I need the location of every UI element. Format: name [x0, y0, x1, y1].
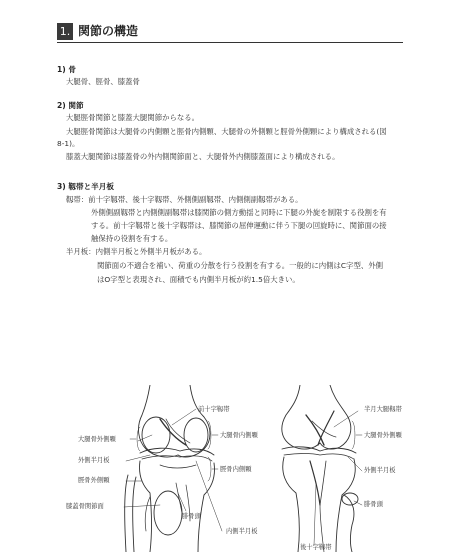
label-patellar-surface: 膝蓋骨関節面: [66, 503, 104, 510]
label-lateral-femoral-condyle: 大腿骨外側顆: [78, 436, 116, 443]
page-title: 関節の構造: [78, 24, 139, 38]
label-fibula-head: 腓骨頭: [182, 513, 201, 520]
ligament-text-line-4: 触保持の役割を有する。: [91, 234, 173, 243]
meniscus-text-line-1: 半月板：内側半月板と外側半月板がある。: [66, 247, 207, 256]
joint-text-line-2: 大腿脛骨関節は大腿骨の内側顆と脛骨内側顆、大腿骨の外側顆と脛骨外側顆により構成される(図: [66, 127, 387, 136]
joint-text-line-3: 8-1)。: [57, 139, 80, 148]
section-number-badge: 1.: [57, 23, 73, 40]
label-acl: 前十字靱帯: [198, 406, 230, 413]
ligament-text-line-2: 外側側副靱帯と内側側副靱帯は膝関節の側方動揺と同時に下腿の外旋を制限する役割を有: [91, 208, 387, 217]
label-lateral-tibial-condyle: 脛骨外側顆: [78, 477, 110, 484]
section-ligament-title: 3) 靱帯と半月板: [57, 182, 114, 191]
label-lateral-meniscus: 外側半月板: [78, 457, 110, 464]
section-bone-title: 1) 骨: [57, 65, 76, 74]
right-knee-drawing: [282, 385, 358, 552]
joint-text-line-4: 膝蓋大腿関節は膝蓋骨の外内側関節面と、大腿骨外内側膝蓋面により構成される。: [66, 152, 340, 161]
label-right-lateral-femoral-condyle: 大腿骨外側顆: [364, 432, 402, 439]
joint-text-line-1: 大腿脛骨関節と膝蓋大腿関節からなる。: [66, 113, 200, 122]
label-medial-femoral-condyle: 大腿骨内側顆: [220, 432, 258, 439]
label-meniscofemoral-ligament: 半月大腿靱帯: [364, 406, 402, 413]
label-pcl: 後十字靱帯: [300, 544, 332, 551]
ligament-text-line-3: する。前十字靱帯と後十字靱帯は、膝関節の屈伸運動に伴う下腿の回旋時に、関節面の接: [91, 221, 387, 230]
label-medial-tibial-condyle: 脛骨内側顆: [220, 466, 252, 473]
label-right-lateral-meniscus: 外側半月板: [364, 467, 396, 474]
meniscus-text-line-2: 関節面の不適合を補い、荷重の分散を行う役割を有する。一般的に内側はC字型、外側: [97, 261, 384, 270]
knee-joint-figure: [0, 385, 460, 552]
label-medial-meniscus: 内側半月板: [226, 528, 258, 535]
section-joint-title: 2) 関節: [57, 101, 84, 110]
meniscus-text-line-3: はO字型と表現され、面積でも内側半月板が約1.5倍大きい。: [97, 275, 300, 284]
title-underline: [57, 42, 403, 43]
ligament-text-line-1: 靱帯：前十字靱帯、後十字靱帯、外側側副靱帯、内側側副靱帯がある。: [66, 195, 303, 204]
label-right-fibula-head: 腓骨頭: [364, 501, 383, 508]
section-bone-text: 大腿骨、脛骨、膝蓋骨: [66, 77, 140, 86]
